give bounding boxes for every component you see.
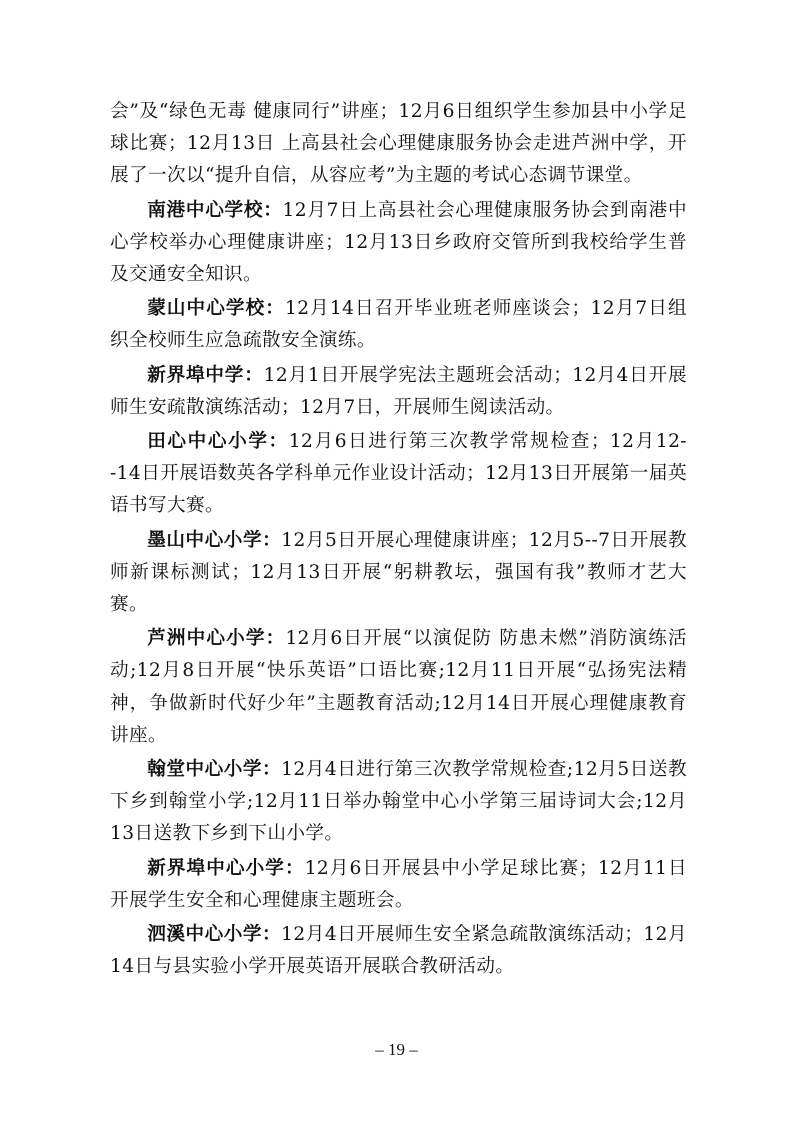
school-name: 墨山中心小学： [147,529,282,551]
entry-text: 12月4日开展师生安全紧急疏散演练活动；12月14日与县实验小学开展英语开展联合教研活动。 [110,924,687,978]
entry-paragraph-moshan [110,525,687,622]
entry-paragraph-nangang [110,195,687,292]
school-name: 田心中心小学： [147,431,289,453]
entry-text: 12月6日开展县中小学足球比赛；12月11日开展学生安全和心理健康主题班会。 [110,857,687,911]
school-name: 新界埠中学： [147,364,264,386]
entry-text: 12月6日进行第三次教学常规检查；12月12--14日开展语数英各学科单元作业设计活动；12月13日开展第一届英语书写大赛。 [110,431,687,517]
intro-continuation-paragraph: 会”及“绿色无毒 健康同行”讲座；12月6日组织学生参加县中小学足球比赛；12月13日 上高县社会心理健康服务协会走进芦洲中学，开展了一次以“提升自信，从容应考”为主题的考试心态调节课堂。 [110,101,687,187]
entry-text: 12月6日开展“以演促防 防患未燃”消防演练活动;12月8日开展“快乐英语”口语比赛;12月11日开展“弘扬宪法精神，争做新时代好少年”主题教育活动;12月14日开展心理健康教育讲座。 [110,628,687,746]
entry-paragraph-xinjiebu-middle [110,360,687,424]
entry-text: 12月4日进行第三次教学常规检查;12月5日送教下乡到翰堂小学;12月11日举办翰堂中心小学第三届诗词大会;12月13日送教下乡到下山小学。 [110,759,687,845]
entry-paragraph-tianxin [110,426,687,523]
entry-paragraph-hantang [110,754,687,851]
school-name: 翰堂中心小学： [147,759,282,781]
entry-paragraph-xinjiebu-primary [110,853,687,917]
school-name: 泗溪中心小学： [147,924,282,946]
entry-text: 12月7日上高县社会心理健康服务协会到南港中心学校举办心理健康讲座；12月13日乡政府交管所到我校给学生普及交通安全知识。 [110,199,687,286]
entry-text: 12月5日开展心理健康讲座；12月5--7日开展教师新课标测试；12月13日开展“躬耕教坛，强国有我”教师才艺大赛。 [110,529,687,616]
entry-paragraph-sixi [110,919,687,983]
page-number: – 19 – [375,1040,418,1059]
school-name: 新界埠中心小学： [147,857,305,879]
school-name: 芦洲中心小学： [147,628,286,650]
entry-text: 12月1日开展学宪法主题班会活动；12月4日开展师生安疏散演练活动；12月7日，开展师生阅读活动。 [110,364,687,418]
school-name: 蒙山中心学校： [147,298,285,320]
school-name: 南港中心学校： [147,199,283,221]
document-body [110,96,687,985]
entry-paragraph-mengshan [110,293,687,357]
entry-paragraph-luzhou [110,623,687,752]
entry-text: 12月14日召开毕业班老师座谈会；12月7日组织全校师生应急疏散安全演练。 [110,298,687,352]
